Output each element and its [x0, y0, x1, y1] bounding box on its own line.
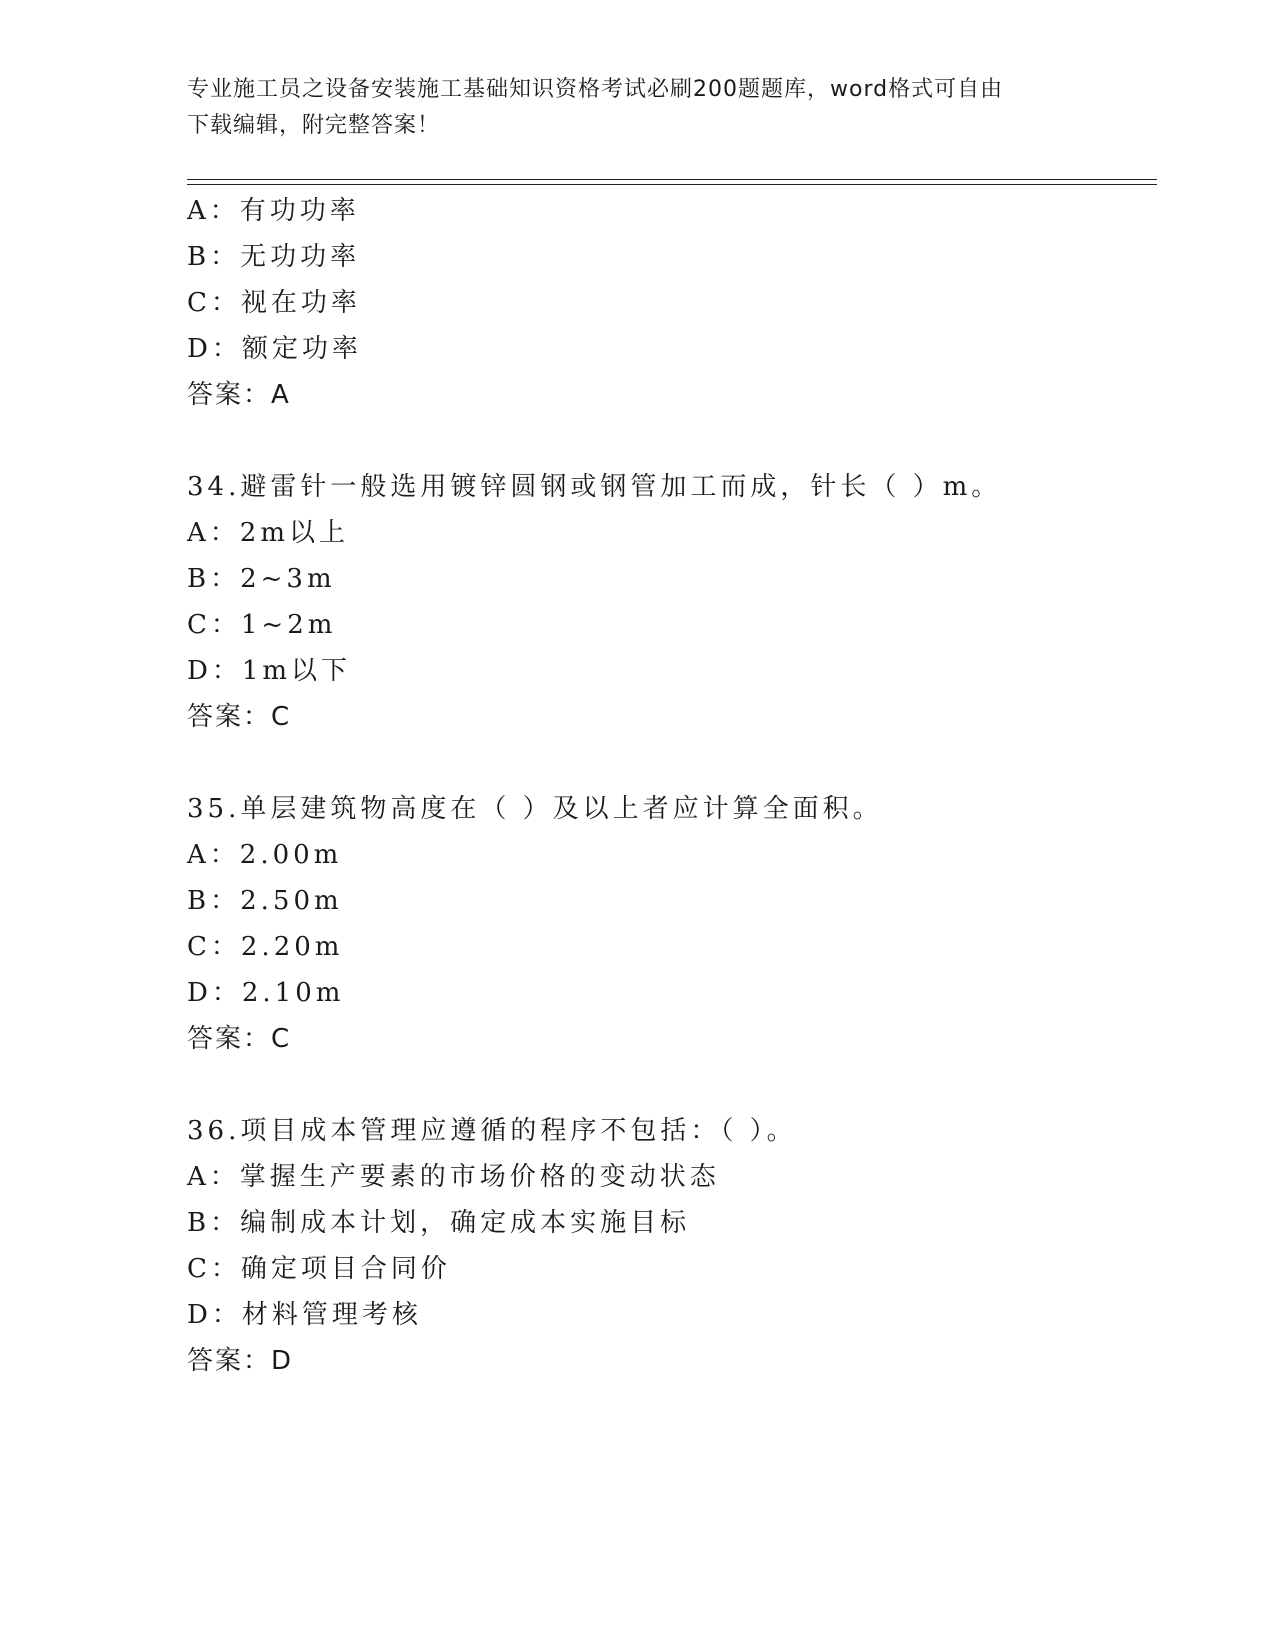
answer-line: 答案：C — [187, 1024, 292, 1054]
answer-line: 答案：D — [187, 1346, 294, 1376]
option-c: C：1~2m — [187, 610, 337, 640]
question-36-block — [187, 1108, 1157, 1384]
question-text: 36.项目成本管理应遵循的程序不包括：（ ）。 — [187, 1116, 797, 1146]
spacer — [187, 740, 1157, 786]
option-b: B：编制成本计划，确定成本实施目标 — [187, 1208, 691, 1238]
option-b: B：2~3m — [187, 564, 336, 594]
option-c: C：确定项目合同价 — [187, 1254, 451, 1284]
document-header — [187, 72, 1087, 144]
header-divider — [187, 179, 1157, 185]
spacer — [187, 1062, 1157, 1108]
option-a: A：有功功率 — [187, 196, 360, 226]
spacer — [187, 418, 1157, 464]
answer-line: 答案：C — [187, 702, 292, 732]
question-34-block — [187, 464, 1157, 740]
answer-line: 答案：A — [187, 380, 291, 410]
header-line-1: 专业施工员之设备安装施工基础知识资格考试必刷200题题库，word格式可自由 — [187, 77, 1004, 102]
option-b: B：无功功率 — [187, 242, 361, 272]
option-a: A：2.00m — [187, 840, 343, 870]
option-a: A：掌握生产要素的市场价格的变动状态 — [187, 1162, 720, 1192]
option-d: D：材料管理考核 — [187, 1300, 422, 1330]
header-line-2: 下载编辑，附完整答案！ — [187, 113, 441, 138]
option-b: B：2.50m — [187, 886, 343, 916]
question-text: 35.单层建筑物高度在（ ）及以上者应计算全面积。 — [187, 794, 883, 824]
option-c: C：2.20m — [187, 932, 344, 962]
question-text: 34.避雷针一般选用镀锌圆钢或钢管加工而成，针长（ ）m。 — [187, 472, 1002, 502]
question-33-block — [187, 188, 1157, 418]
option-a: A：2m以上 — [187, 518, 349, 548]
question-list — [187, 188, 1157, 1384]
option-c: C：视在功率 — [187, 288, 361, 318]
question-35-block — [187, 786, 1157, 1062]
option-d: D：2.10m — [187, 978, 345, 1008]
option-d: D：额定功率 — [187, 334, 362, 364]
option-d: D：1m以下 — [187, 656, 352, 686]
